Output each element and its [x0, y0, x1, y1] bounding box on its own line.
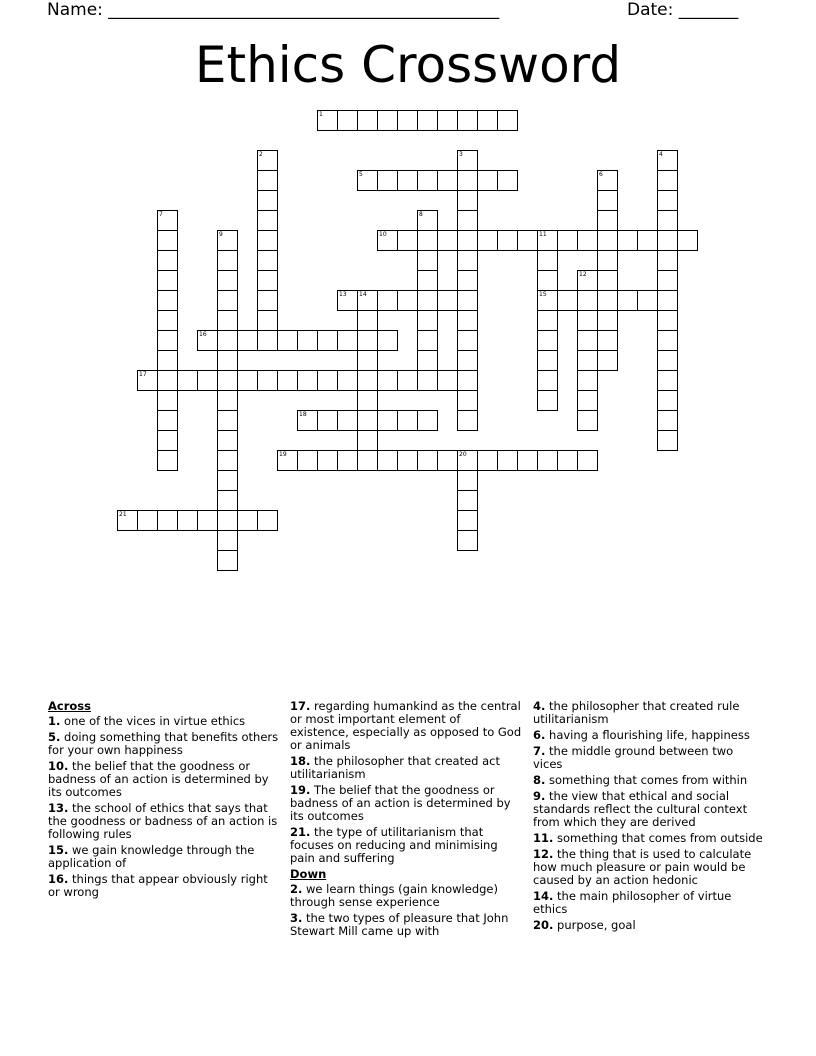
- crossword-cell[interactable]: [157, 410, 178, 431]
- crossword-cell[interactable]: [477, 450, 498, 471]
- crossword-cell[interactable]: [537, 330, 558, 351]
- clue-number: 3.: [290, 911, 303, 925]
- crossword-cell[interactable]: [677, 230, 698, 251]
- crossword-cell[interactable]: [377, 110, 398, 131]
- crossword-cell[interactable]: [217, 350, 238, 371]
- crossword-cell[interactable]: [617, 290, 638, 311]
- crossword-cell[interactable]: [517, 450, 538, 471]
- clue-across: [48, 873, 280, 899]
- clue-number: 13.: [48, 801, 69, 815]
- clue-number: 5.: [48, 730, 61, 744]
- crossword-cell[interactable]: [117, 510, 138, 531]
- clue-number: 19.: [290, 783, 311, 797]
- crossword-cell[interactable]: [337, 330, 358, 351]
- crossword-cell[interactable]: [377, 410, 398, 431]
- cell-number: 4: [659, 151, 663, 158]
- clue-number: 2.: [290, 882, 303, 896]
- clue-text: things that appear obviously right or wrong: [48, 872, 268, 899]
- clue-number: 1.: [48, 714, 61, 728]
- crossword-cell[interactable]: [377, 450, 398, 471]
- crossword-cell[interactable]: [377, 290, 398, 311]
- crossword-cell[interactable]: [217, 510, 238, 531]
- cell-number: 8: [419, 211, 423, 218]
- clue-text: the type of utilitarianism that focuses on reducing and minimising pain and suffering: [290, 825, 498, 865]
- crossword-cell[interactable]: [417, 210, 438, 231]
- crossword-cell[interactable]: [157, 250, 178, 271]
- crossword-cell[interactable]: [397, 370, 418, 391]
- crossword-cell[interactable]: [317, 410, 338, 431]
- clue-text: purpose, goal: [553, 918, 636, 932]
- crossword-cell[interactable]: [157, 450, 178, 471]
- clue-text: the middle ground between two vices: [533, 744, 734, 771]
- clue-column-2: [290, 700, 522, 941]
- crossword-cell[interactable]: [357, 450, 378, 471]
- crossword-cell[interactable]: [597, 270, 618, 291]
- crossword-cell[interactable]: [257, 210, 278, 231]
- crossword-cell[interactable]: [577, 330, 598, 351]
- crossword-cell[interactable]: [657, 290, 678, 311]
- clue-text: The belief that the goodness or badness of an action is determined by its outcomes: [290, 783, 511, 823]
- crossword-cell[interactable]: [157, 350, 178, 371]
- crossword-cell[interactable]: [217, 490, 238, 511]
- clue-across: [290, 755, 522, 781]
- cell-number: 6: [599, 171, 603, 178]
- crossword-cell[interactable]: [657, 390, 678, 411]
- cell-number: 10: [379, 231, 387, 238]
- crossword-cell[interactable]: [597, 310, 618, 331]
- cell-number: 15: [539, 291, 547, 298]
- crossword-cell[interactable]: [457, 510, 478, 531]
- crossword-cell[interactable]: [237, 330, 258, 351]
- crossword-cell[interactable]: [417, 110, 438, 131]
- crossword-cell[interactable]: [597, 330, 618, 351]
- across-heading: Across: [48, 699, 91, 713]
- cell-number: 12: [579, 271, 587, 278]
- crossword-cell[interactable]: [217, 430, 238, 451]
- clue-number: 11.: [533, 831, 554, 845]
- crossword-cell[interactable]: [257, 510, 278, 531]
- crossword-cell[interactable]: [577, 230, 598, 251]
- crossword-cell[interactable]: [417, 250, 438, 271]
- crossword-cell[interactable]: [577, 390, 598, 411]
- cell-number: 3: [459, 151, 463, 158]
- crossword-cell[interactable]: [157, 510, 178, 531]
- crossword-cell[interactable]: [417, 290, 438, 311]
- crossword-cell[interactable]: [317, 110, 338, 131]
- clue-number: 7.: [533, 744, 546, 758]
- crossword-cell[interactable]: [337, 290, 358, 311]
- clue-number: 17.: [290, 699, 311, 713]
- clue-number: 15.: [48, 843, 69, 857]
- clue-number: 14.: [533, 889, 554, 903]
- crossword-cell[interactable]: [457, 350, 478, 371]
- crossword-cell[interactable]: [177, 370, 198, 391]
- clue-down: [290, 912, 522, 938]
- crossword-cell[interactable]: [477, 110, 498, 131]
- crossword-cell[interactable]: [457, 230, 478, 251]
- crossword-cell[interactable]: [497, 230, 518, 251]
- crossword-cell[interactable]: [277, 370, 298, 391]
- crossword-cell[interactable]: [197, 370, 218, 391]
- cell-number: 1: [319, 111, 323, 118]
- clue-number: 20.: [533, 918, 554, 932]
- crossword-cell[interactable]: [537, 270, 558, 291]
- crossword-cell[interactable]: [417, 310, 438, 331]
- crossword-cell[interactable]: [317, 450, 338, 471]
- crossword-cell[interactable]: [457, 330, 478, 351]
- crossword-cell[interactable]: [457, 530, 478, 551]
- crossword-cell[interactable]: [537, 310, 558, 331]
- crossword-cell[interactable]: [597, 190, 618, 211]
- clue-across: [48, 715, 280, 728]
- name-line[interactable]: ______________________________________________: [108, 0, 500, 20]
- crossword-cell[interactable]: [197, 510, 218, 531]
- cell-number: 7: [159, 211, 163, 218]
- crossword-cell[interactable]: [657, 350, 678, 371]
- crossword-cell[interactable]: [457, 250, 478, 271]
- clue-down: [533, 890, 763, 916]
- crossword-cell[interactable]: [217, 290, 238, 311]
- crossword-cell[interactable]: [557, 450, 578, 471]
- crossword-cell[interactable]: [217, 230, 238, 251]
- clue-number: 21.: [290, 825, 311, 839]
- crossword-cell[interactable]: [417, 370, 438, 391]
- clue-across: [290, 826, 522, 865]
- crossword-cell[interactable]: [457, 490, 478, 511]
- crossword-cell[interactable]: [537, 350, 558, 371]
- crossword-cell[interactable]: [237, 370, 258, 391]
- crossword-cell[interactable]: [257, 290, 278, 311]
- crossword-cell[interactable]: [337, 370, 358, 391]
- crossword-cell[interactable]: [257, 250, 278, 271]
- crossword-cell[interactable]: [657, 210, 678, 231]
- crossword-cell[interactable]: [257, 270, 278, 291]
- crossword-cell[interactable]: [257, 310, 278, 331]
- crossword-cell[interactable]: [157, 270, 178, 291]
- cell-number: 20: [459, 451, 467, 458]
- crossword-cell[interactable]: [377, 330, 398, 351]
- crossword-cell[interactable]: [657, 230, 678, 251]
- crossword-cell[interactable]: [357, 370, 378, 391]
- clue-across: [48, 760, 280, 799]
- clue-text: the view that ethical and social standards reflect the cultural context from which they are derived: [533, 789, 748, 829]
- clue-text: the two types of pleasure that John Stewart Mill came up with: [290, 911, 509, 938]
- crossword-cell[interactable]: [357, 290, 378, 311]
- clue-text: something that comes from outside: [553, 831, 763, 845]
- crossword-cell[interactable]: [217, 410, 238, 431]
- crossword-cell[interactable]: [357, 390, 378, 411]
- clue-text: the philosopher that created rule utilitarianism: [533, 699, 740, 726]
- crossword-cell[interactable]: [597, 210, 618, 231]
- crossword-cell[interactable]: [437, 110, 458, 131]
- crossword-cell[interactable]: [257, 190, 278, 211]
- clue-down: [533, 745, 763, 771]
- crossword-cell[interactable]: [477, 170, 498, 191]
- cell-number: 19: [279, 451, 287, 458]
- crossword-cell[interactable]: [297, 410, 318, 431]
- crossword-cell[interactable]: [437, 170, 458, 191]
- crossword-cell[interactable]: [417, 410, 438, 431]
- crossword-cell[interactable]: [657, 250, 678, 271]
- clue-number: 9.: [533, 789, 546, 803]
- crossword-cell[interactable]: [617, 230, 638, 251]
- crossword-cell[interactable]: [357, 350, 378, 371]
- cell-number: 11: [539, 231, 547, 238]
- clue-number: 16.: [48, 872, 69, 886]
- crossword-cell[interactable]: [297, 370, 318, 391]
- crossword-cell[interactable]: [457, 310, 478, 331]
- crossword-cell[interactable]: [457, 450, 478, 471]
- crossword-cell[interactable]: [577, 310, 598, 331]
- crossword-cell[interactable]: [457, 390, 478, 411]
- crossword-cell[interactable]: [657, 170, 678, 191]
- clue-text: the main philosopher of virtue ethics: [533, 889, 732, 916]
- crossword-cell[interactable]: [157, 390, 178, 411]
- crossword-cell[interactable]: [437, 230, 458, 251]
- crossword-cell[interactable]: [157, 230, 178, 251]
- crossword-cell[interactable]: [417, 350, 438, 371]
- crossword-cell[interactable]: [357, 310, 378, 331]
- crossword-cell[interactable]: [457, 270, 478, 291]
- crossword-cell[interactable]: [537, 450, 558, 471]
- crossword-cell[interactable]: [217, 250, 238, 271]
- crossword-cell[interactable]: [137, 510, 158, 531]
- clue-number: 4.: [533, 699, 546, 713]
- clue-text: something that comes from within: [545, 773, 748, 787]
- crossword-cell[interactable]: [257, 170, 278, 191]
- crossword-cell[interactable]: [217, 470, 238, 491]
- clue-number: 10.: [48, 759, 69, 773]
- crossword-cell[interactable]: [357, 330, 378, 351]
- crossword-cell[interactable]: [497, 170, 518, 191]
- crossword-cell[interactable]: [217, 270, 238, 291]
- crossword-cell[interactable]: [157, 330, 178, 351]
- clue-text: the thing that is used to calculate how much pleasure or pain would be caused by an action hedonic: [533, 847, 752, 887]
- cell-number: 9: [219, 231, 223, 238]
- crossword-cell[interactable]: [197, 330, 218, 351]
- crossword-cell[interactable]: [457, 370, 478, 391]
- crossword-cell[interactable]: [357, 410, 378, 431]
- clue-number: 18.: [290, 754, 311, 768]
- clue-across: [290, 784, 522, 823]
- clue-text: the philosopher that created act utilitarianism: [290, 754, 500, 781]
- crossword-cell[interactable]: [577, 290, 598, 311]
- clue-down: [290, 883, 522, 909]
- crossword-cell[interactable]: [157, 290, 178, 311]
- crossword-cell[interactable]: [457, 170, 478, 191]
- clue-across: [48, 844, 280, 870]
- crossword-cell[interactable]: [657, 190, 678, 211]
- crossword-cell[interactable]: [217, 550, 238, 571]
- crossword-cell[interactable]: [157, 370, 178, 391]
- cell-number: 5: [359, 171, 363, 178]
- clue-text: we learn things (gain knowledge) through sense experience: [290, 882, 498, 909]
- crossword-cell[interactable]: [597, 290, 618, 311]
- crossword-cell[interactable]: [537, 390, 558, 411]
- crossword-cell[interactable]: [417, 270, 438, 291]
- crossword-cell[interactable]: [377, 230, 398, 251]
- crossword-cell[interactable]: [657, 150, 678, 171]
- crossword-cell[interactable]: [317, 370, 338, 391]
- crossword-cell[interactable]: [477, 230, 498, 251]
- clue-down: [533, 700, 763, 726]
- crossword-cell[interactable]: [497, 110, 518, 131]
- crossword-cell[interactable]: [417, 450, 438, 471]
- crossword-cell[interactable]: [457, 150, 478, 171]
- crossword-cell[interactable]: [457, 190, 478, 211]
- cell-number: 17: [139, 371, 147, 378]
- crossword-cell[interactable]: [537, 290, 558, 311]
- crossword-cell[interactable]: [637, 290, 658, 311]
- crossword-cell[interactable]: [417, 230, 438, 251]
- clue-across: [48, 731, 280, 757]
- crossword-cell[interactable]: [417, 170, 438, 191]
- page-title: Ethics Crossword: [194, 36, 622, 94]
- date-line[interactable]: _______: [678, 0, 739, 20]
- crossword-cell[interactable]: [657, 330, 678, 351]
- clue-down: [533, 790, 763, 829]
- clue-number: 12.: [533, 847, 554, 861]
- cell-number: 16: [199, 331, 207, 338]
- crossword-cell[interactable]: [657, 270, 678, 291]
- crossword-cell[interactable]: [337, 110, 358, 131]
- crossword-cell[interactable]: [537, 250, 558, 271]
- crossword-cell[interactable]: [657, 310, 678, 331]
- clue-text: having a flourishing life, happiness: [545, 728, 750, 742]
- crossword-cell[interactable]: [157, 430, 178, 451]
- clue-text: we gain knowledge through the application of: [48, 843, 255, 870]
- clue-down: [533, 832, 763, 845]
- clue-down: [533, 774, 763, 787]
- crossword-cell[interactable]: [257, 150, 278, 171]
- crossword-cell[interactable]: [277, 450, 298, 471]
- crossword-cell[interactable]: [337, 410, 358, 431]
- crossword-cell[interactable]: [377, 370, 398, 391]
- crossword-cell[interactable]: [437, 450, 458, 471]
- crossword-cell[interactable]: [157, 210, 178, 231]
- crossword-cell[interactable]: [557, 290, 578, 311]
- clue-text: doing something that benefits others for your own happiness: [48, 730, 279, 757]
- crossword-cell[interactable]: [577, 270, 598, 291]
- clue-text: the belief that the goodness or badness of an action is determined by its outcomes: [48, 759, 269, 799]
- crossword-cell[interactable]: [457, 410, 478, 431]
- cell-number: 21: [119, 511, 127, 518]
- crossword-cell[interactable]: [317, 330, 338, 351]
- crossword-cell[interactable]: [657, 410, 678, 431]
- crossword-cell[interactable]: [537, 370, 558, 391]
- cell-number: 13: [339, 291, 347, 298]
- crossword-cell[interactable]: [397, 170, 418, 191]
- crossword-cell[interactable]: [217, 390, 238, 411]
- clue-number: 8.: [533, 773, 546, 787]
- down-heading: Down: [290, 867, 327, 881]
- crossword-cell[interactable]: [457, 290, 478, 311]
- clue-text: one of the vices in virtue ethics: [60, 714, 246, 728]
- clue-across: [290, 700, 522, 752]
- crossword-cell[interactable]: [357, 430, 378, 451]
- crossword-cell[interactable]: [497, 450, 518, 471]
- crossword-cell[interactable]: [357, 170, 378, 191]
- cell-number: 2: [259, 151, 263, 158]
- clue-column-1: [48, 700, 280, 902]
- crossword-cell[interactable]: [217, 330, 238, 351]
- crossword-cell[interactable]: [397, 110, 418, 131]
- crossword-cell[interactable]: [637, 230, 658, 251]
- date-label: Date:: [627, 0, 679, 20]
- crossword-cell[interactable]: [177, 510, 198, 531]
- crossword-cell[interactable]: [437, 370, 458, 391]
- crossword-cell[interactable]: [277, 330, 298, 351]
- clue-across: [48, 802, 280, 841]
- crossword-cell[interactable]: [397, 410, 418, 431]
- crossword-cell[interactable]: [397, 290, 418, 311]
- clue-text: the school of ethics that says that the goodness or badness of an action is following rules: [48, 801, 278, 841]
- crossword-cell[interactable]: [457, 210, 478, 231]
- cell-number: 18: [299, 411, 307, 418]
- crossword-cell[interactable]: [357, 110, 378, 131]
- crossword-cell[interactable]: [137, 370, 158, 391]
- crossword-cell[interactable]: [237, 510, 258, 531]
- crossword-cell[interactable]: [297, 330, 318, 351]
- crossword-cell[interactable]: [217, 530, 238, 551]
- crossword-cell[interactable]: [257, 230, 278, 251]
- crossword-cell[interactable]: [217, 310, 238, 331]
- clue-text: regarding humankind as the central or most important element of existence, especially as opposed to God or animals: [290, 699, 522, 752]
- crossword-cell[interactable]: [157, 310, 178, 331]
- crossword-cell[interactable]: [577, 450, 598, 471]
- cell-number: 14: [359, 291, 367, 298]
- crossword-cell[interactable]: [597, 230, 618, 251]
- name-label: Name:: [47, 0, 109, 20]
- crossword-cell[interactable]: [257, 330, 278, 351]
- crossword-cell[interactable]: [217, 450, 238, 471]
- crossword-cell[interactable]: [557, 230, 578, 251]
- clue-down: [533, 919, 763, 932]
- crossword-cell[interactable]: [397, 450, 418, 471]
- clue-down: [533, 729, 763, 742]
- crossword-cell[interactable]: [597, 250, 618, 271]
- crossword-cell[interactable]: [257, 370, 278, 391]
- crossword-cell[interactable]: [517, 230, 538, 251]
- crossword-cell[interactable]: [397, 230, 418, 251]
- crossword-cell[interactable]: [577, 410, 598, 431]
- crossword-cell[interactable]: [217, 370, 238, 391]
- crossword-cell[interactable]: [457, 470, 478, 491]
- crossword-cell[interactable]: [337, 450, 358, 471]
- clue-down: [533, 848, 763, 887]
- crossword-cell[interactable]: [537, 230, 558, 251]
- crossword-cell[interactable]: [377, 170, 398, 191]
- clue-column-3: [533, 700, 763, 935]
- crossword-cell[interactable]: [437, 290, 458, 311]
- crossword-cell[interactable]: [597, 170, 618, 191]
- crossword-cell[interactable]: [457, 110, 478, 131]
- crossword-cell[interactable]: [597, 350, 618, 371]
- crossword-cell[interactable]: [657, 370, 678, 391]
- crossword-cell[interactable]: [297, 450, 318, 471]
- clue-number: 6.: [533, 728, 546, 742]
- crossword-cell[interactable]: [417, 330, 438, 351]
- crossword-cell[interactable]: [657, 430, 678, 451]
- crossword-cell[interactable]: [577, 350, 598, 371]
- crossword-cell[interactable]: [577, 370, 598, 391]
